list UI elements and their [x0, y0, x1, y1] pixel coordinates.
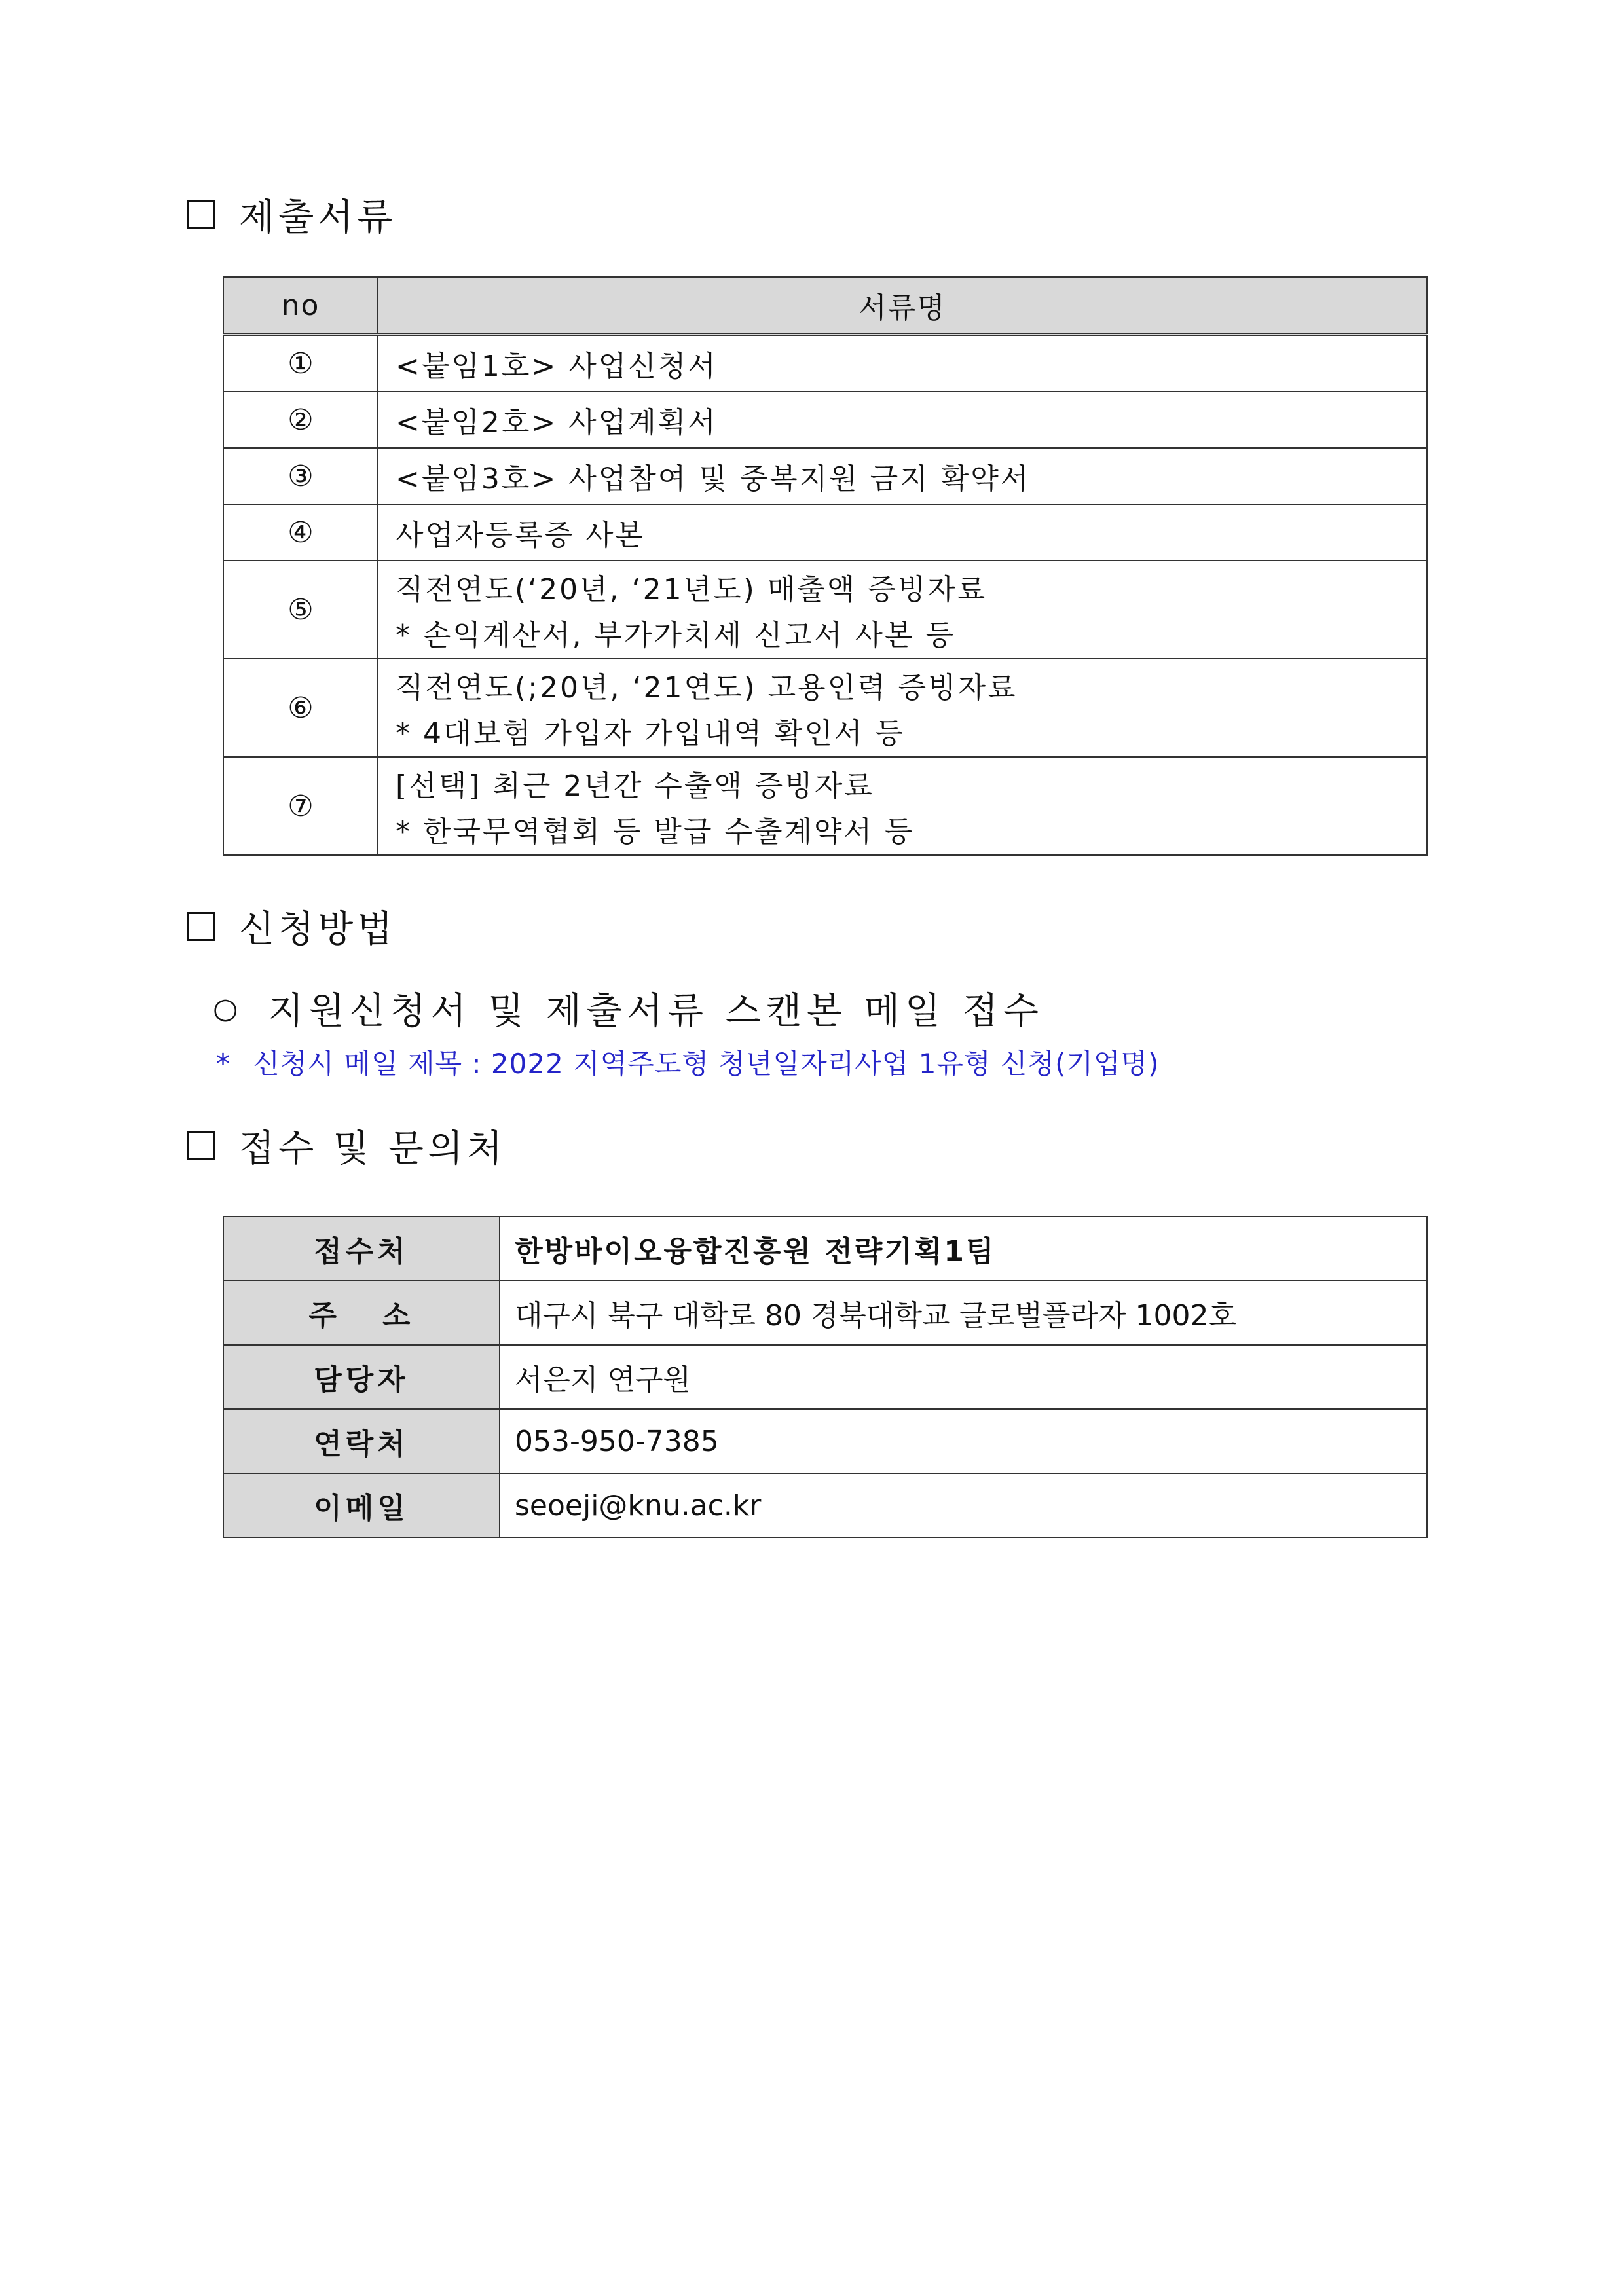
table-row: [223, 659, 1427, 757]
section-title: 제출서류: [239, 196, 397, 239]
row-number: ①: [223, 335, 378, 392]
row-number: ⑦: [223, 757, 378, 855]
row-number: ②: [223, 392, 378, 448]
table-header-row: [223, 277, 1427, 335]
contact-value: 대구시 북구 대학로 80 경북대학교 글로벌플라자 1002호: [500, 1281, 1427, 1345]
table-row: [223, 560, 1427, 659]
application-method-item: [213, 982, 1044, 1035]
document-name-line: <붙임3호> 사업참여 및 중복지원 금지 확약서: [396, 462, 1031, 496]
circle-bullet-icon: ○: [213, 991, 244, 1025]
application-method-text: 지원신청서 및 제출서류 스캔본 메일 접수: [268, 990, 1044, 1033]
email-link[interactable]: seoeji@knu.ac.kr: [500, 1473, 1427, 1537]
contact-label: 접수처: [223, 1217, 500, 1281]
contact-row: [223, 1345, 1427, 1409]
document-name: [378, 504, 1427, 560]
document-name: [378, 392, 1427, 448]
contact-row: [223, 1217, 1427, 1281]
document-name: [378, 335, 1427, 392]
table-row: [223, 392, 1427, 448]
contact-label: 담당자: [223, 1345, 500, 1409]
document-name-line: 직전연도(‘20년, ‘21년도) 매출액 증빙자료: [396, 573, 987, 606]
contact-row: [223, 1409, 1427, 1473]
contact-value: 서은지 연구원: [500, 1345, 1427, 1409]
row-number: ③: [223, 448, 378, 504]
row-number: ⑤: [223, 560, 378, 659]
document-note-line: * 손익계산서, 부가가치세 신고서 사본 등: [396, 619, 955, 652]
document-note-line: * 한국무역협회 등 발급 수출계약서 등: [396, 815, 915, 849]
table-row: [223, 335, 1427, 392]
row-number: ⑥: [223, 659, 378, 757]
document-name-line: <붙임2호> 사업계획서: [396, 406, 718, 439]
section-heading-submit-documents: [187, 189, 396, 241]
document-name-line: [선택] 최근 2년간 수출액 증빙자료: [396, 769, 874, 803]
contact-table: [223, 1216, 1428, 1538]
section-title: 접수 및 문의처: [239, 1128, 507, 1170]
header-no: no: [223, 277, 378, 335]
table-row: [223, 504, 1427, 560]
section-heading-contact: [187, 1120, 506, 1172]
email-subject-note-text: 신청시 메일 제목 : 2022 지역주도형 청년일자리사업 1유형 신청(기업명): [253, 1048, 1160, 1080]
contact-label: 이메일: [223, 1473, 500, 1537]
document-note-line: * 4대보험 가입자 가입내역 확인서 등: [396, 717, 905, 750]
document-name: [378, 757, 1427, 855]
documents-table: [223, 276, 1428, 856]
contact-value: 053-950-7385: [500, 1409, 1427, 1473]
section-heading-application-method: [187, 900, 396, 953]
contact-label: 주 소: [223, 1281, 500, 1345]
checkbox-square-icon: [187, 200, 215, 229]
section-title: 신청방법: [239, 908, 397, 951]
email-subject-note: [216, 1042, 1160, 1082]
row-number: ④: [223, 504, 378, 560]
table-row: [223, 448, 1427, 504]
contact-row: [223, 1473, 1427, 1537]
document-name: [378, 659, 1427, 757]
checkbox-square-icon: [187, 1131, 215, 1160]
header-document-name: 서류명: [378, 277, 1427, 335]
document-name-line: 사업자등록증 사본: [396, 519, 646, 552]
document-name: [378, 448, 1427, 504]
contact-value: 한방바이오융합진흥원 전략기획1팀: [500, 1217, 1427, 1281]
contact-row: [223, 1281, 1427, 1345]
contact-label: 연락처: [223, 1409, 500, 1473]
document-name: [378, 560, 1427, 659]
document-name-line: <붙임1호> 사업신청서: [396, 350, 718, 383]
checkbox-square-icon: [187, 912, 215, 941]
document-name-line: 직전연도(;20년, ‘21연도) 고용인력 증빙자료: [396, 671, 1018, 705]
table-row: [223, 757, 1427, 855]
asterisk-marker: *: [216, 1048, 231, 1080]
